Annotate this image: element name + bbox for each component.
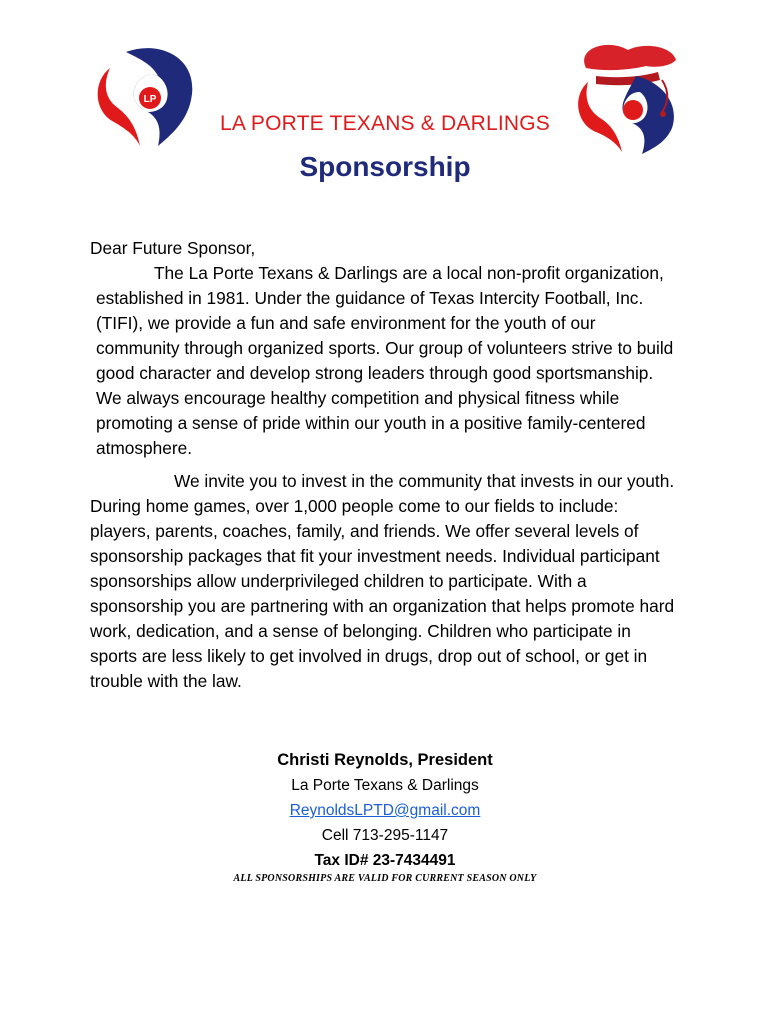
signatory-org: La Porte Texans & Darlings — [291, 777, 479, 794]
letter-body — [90, 236, 680, 694]
footer-note: ALL SPONSORSHIPS ARE VALID FOR CURRENT SEASON ONLY — [233, 873, 537, 884]
signatory-name: Christi Reynolds, President — [277, 751, 493, 769]
letter-paragraph-1: The La Porte Texans & Darlings are a local non-profit organization, established in 1981. Under the guidance of Texas Intercity Football, Inc. (TIFI), we provide a fun and safe environment for the youth of our community through organized sports. Our group of volunteers strive to build good character and develop strong leaders through good sportsmanship. We always encourage healthy competition and physical fitness while promoting a sense of pride within our youth in a positive family-centered atmosphere. — [96, 263, 674, 458]
page-title: Sponsorship — [299, 151, 471, 182]
email-link[interactable]: ReynoldsLPTD@gmail.com — [289, 802, 481, 819]
tax-id: Tax ID# 23-7434491 — [314, 852, 456, 869]
salutation: Dear Future Sponsor, — [90, 238, 256, 258]
logo-initials: LP — [143, 94, 157, 105]
letter-paragraph-2: We invite you to invest in the community that invests in our youth. During home games, over 1,000 people come to our fields to include: players, parents, coaches, family, and friends. We offer several levels of sponsorship packages that fit your investment needs. Individual participant sponsorships allow underprivileged children to participate. With a sponsorship you are partnering with an organization that helps promote hard work, dedication, and a sense of belonging. Children who participate in sports are less likely to get involved in drugs, drop out of school, or get in trouble with the law. — [90, 471, 675, 691]
darlings-bull-logo-right — [566, 38, 690, 156]
org-title: LA PORTE TEXANS & DARLINGS — [219, 112, 551, 135]
signature-block — [0, 748, 770, 873]
texans-bull-logo-left — [88, 42, 200, 154]
cell-phone: Cell 713-295-1147 — [321, 827, 449, 844]
